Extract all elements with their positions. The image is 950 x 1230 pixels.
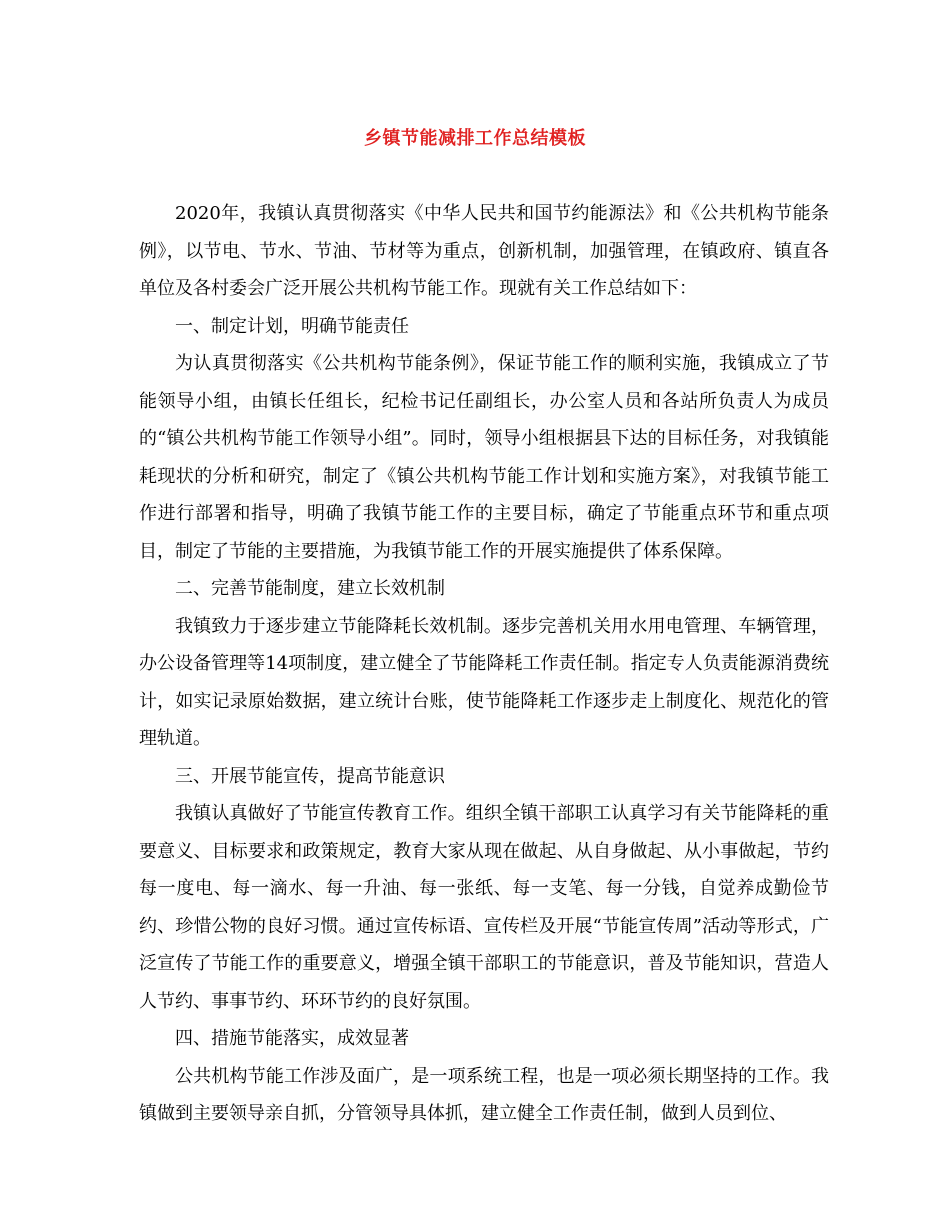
section-paragraph-1: 为认真贯彻落实《公共机构节能条例》，保证节能工作的顺利实施，我镇成立了节能领导小组，由镇长任组长，纪检书记任副组长，办公室人员和各站所负责人为成员的“镇公共机构节能工作领导小组”。同时，领导小组根据县下达的目标任务，对我镇能耗现状的分析和研究，制定了《镇公共机构节能工作计划和实施方案》，对我镇节能工作进行部署和指导，明确了我镇节能工作的主要目标，确定了节能重点环节和重点项目，制定了节能的主要措施，为我镇节能工作的开展实施提供了体系保障。 — [139, 353, 829, 562]
section-paragraph-4: 公共机构节能工作涉及面广，是一项系统工程，也是一项必须长期坚持的工作。我镇做到主要领导亲自抓，分管领导具体抓，建立健全工作责任制，做到人员到位、 — [139, 1065, 829, 1124]
section-heading-3: 三、开展节能宣传，提高节能意识 — [175, 765, 445, 787]
section-heading-2: 二、完善节能制度，建立长效机制 — [175, 578, 445, 599]
document-body — [139, 195, 829, 1133]
document-title: 乡镇节能减排工作总结模板 — [364, 128, 586, 149]
section-paragraph-2: 我镇致力于逐步建立节能降耗长效机制。逐步完善机关用水用电管理、车辆管理，办公设备管理等14项制度，建立健全了节能降耗工作责任制。指定专人负责能源消费统计，如实记录原始数据，建立统计台账，使节能降耗工作逐步走上制度化、规范化的管理轨道。 — [139, 615, 829, 749]
section-heading-4: 四、措施节能落实，成效显著 — [175, 1028, 409, 1049]
section-paragraph-3: 我镇认真做好了节能宣传教育工作。组织全镇干部职工认真学习有关节能降耗的重要意义、目标要求和政策规定，教育大家从现在做起、从自身做起、从小事做起，节约每一度电、每一滴水、每一升油、每一张纸、每一支笔、每一分钱，自觉养成勤俭节约、珍惜公物的良好习惯。通过宣传标语、宣传栏及开展“节能宣传周”活动等形式，广泛宣传了节能工作的重要意义，增强全镇干部职工的节能意识，普及节能知识，营造人人节约、事事节约、环环节约的良好氛围。 — [139, 803, 829, 1012]
intro-paragraph: 2020年，我镇认真贯彻落实《中华人民共和国节约能源法》和《公共机构节能条例》，以节电、节水、节油、节材等为重点，创新机制，加强管理，在镇政府、镇直各单位及各村委会广泛开展公共机构节能工作。现就有关工作总结如下： — [139, 203, 829, 299]
section-heading-1: 一、制定计划，明确节能责任 — [175, 315, 409, 337]
